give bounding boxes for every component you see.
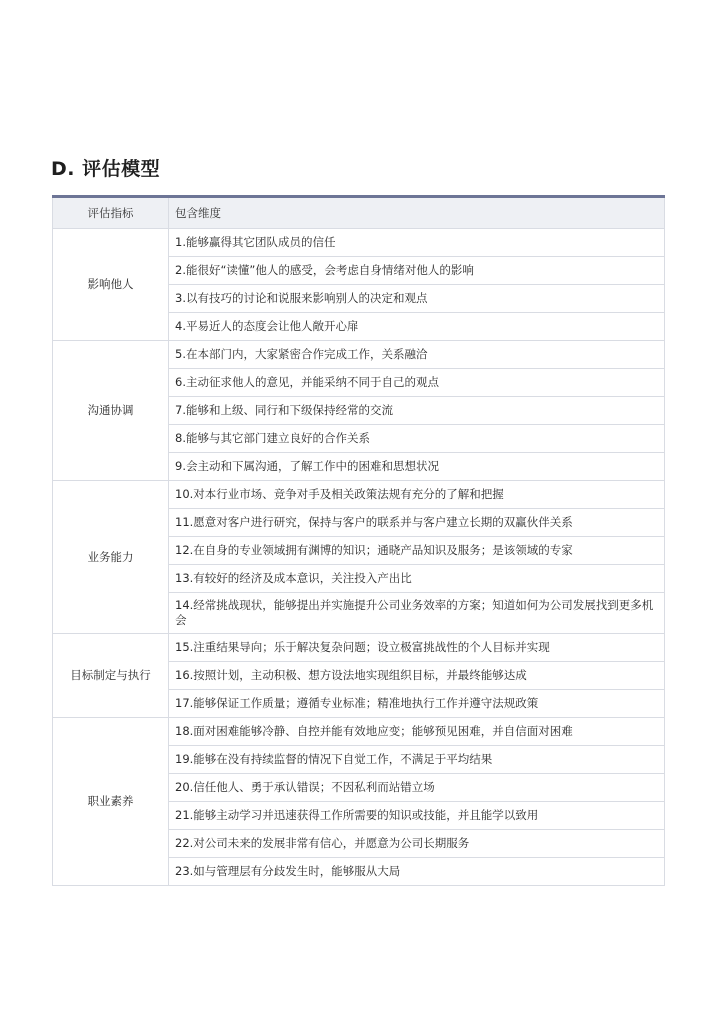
dimension-item: 2.能很好“读懂”他人的感受，会考虑自身情绪对他人的影响: [169, 257, 665, 285]
header-indicator: 评估指标: [53, 197, 169, 229]
dimension-item: 15.注重结果导向；乐于解决复杂问题；设立极富挑战性的个人目标并实现: [169, 634, 665, 662]
category-business-ability: 业务能力: [53, 481, 169, 634]
dimension-item: 11.愿意对客户进行研究，保持与客户的联系并与客户建立长期的双赢伙伴关系: [169, 509, 665, 537]
dimension-item: 8.能够与其它部门建立良好的合作关系: [169, 425, 665, 453]
dimension-item: 12.在自身的专业领域拥有渊博的知识；通晓产品知识及服务；是该领域的专家: [169, 537, 665, 565]
dimension-item: 14.经常挑战现状，能够提出并实施提升公司业务效率的方案；知道如何为公司发展找到更多机会: [169, 593, 665, 634]
header-dimensions: 包含维度: [169, 197, 665, 229]
table-row: [53, 481, 665, 509]
dimension-item: 4.平易近人的态度会让他人敞开心扉: [169, 313, 665, 341]
dimension-item: 23.如与管理层有分歧发生时，能够服从大局: [169, 858, 665, 886]
dimension-item: 18.面对困难能够冷静、自控并能有效地应变；能够预见困难，并自信面对困难: [169, 718, 665, 746]
dimension-item: 19.能够在没有持续监督的情况下自觉工作，不满足于平均结果: [169, 746, 665, 774]
table-row: [53, 341, 665, 369]
dimension-item: 17.能够保证工作质量；遵循专业标准；精准地执行工作并遵守法规政策: [169, 690, 665, 718]
section-title: D. 评估模型: [51, 158, 161, 180]
category-communication: 沟通协调: [53, 341, 169, 481]
table-header-row: [53, 197, 665, 229]
dimension-item: 20.信任他人、勇于承认错误；不因私利而站错立场: [169, 774, 665, 802]
table-row: [53, 229, 665, 257]
dimension-item: 1.能够赢得其它团队成员的信任: [169, 229, 665, 257]
dimension-item: 5.在本部门内，大家紧密合作完成工作，关系融洽: [169, 341, 665, 369]
dimension-item: 7.能够和上级、同行和下级保持经常的交流: [169, 397, 665, 425]
dimension-item: 21.能够主动学习并迅速获得工作所需要的知识或技能，并且能学以致用: [169, 802, 665, 830]
dimension-item: 13.有较好的经济及成本意识，关注投入产出比: [169, 565, 665, 593]
category-professionalism: 职业素养: [53, 718, 169, 886]
dimension-item: 6.主动征求他人的意见，并能采纳不同于自己的观点: [169, 369, 665, 397]
dimension-item: 16.按照计划，主动积极、想方设法地实现组织目标，并最终能够达成: [169, 662, 665, 690]
dimension-item: 9.会主动和下属沟通，了解工作中的困难和思想状况: [169, 453, 665, 481]
category-influence: 影响他人: [53, 229, 169, 341]
evaluation-model-table: [52, 195, 665, 886]
table-row: [53, 718, 665, 746]
dimension-item: 3.以有技巧的讨论和说服来影响别人的决定和观点: [169, 285, 665, 313]
category-goal-execution: 目标制定与执行: [53, 634, 169, 718]
dimension-item: 10.对本行业市场、竞争对手及相关政策法规有充分的了解和把握: [169, 481, 665, 509]
dimension-item: 22.对公司未来的发展非常有信心，并愿意为公司长期服务: [169, 830, 665, 858]
table-row: [53, 634, 665, 662]
